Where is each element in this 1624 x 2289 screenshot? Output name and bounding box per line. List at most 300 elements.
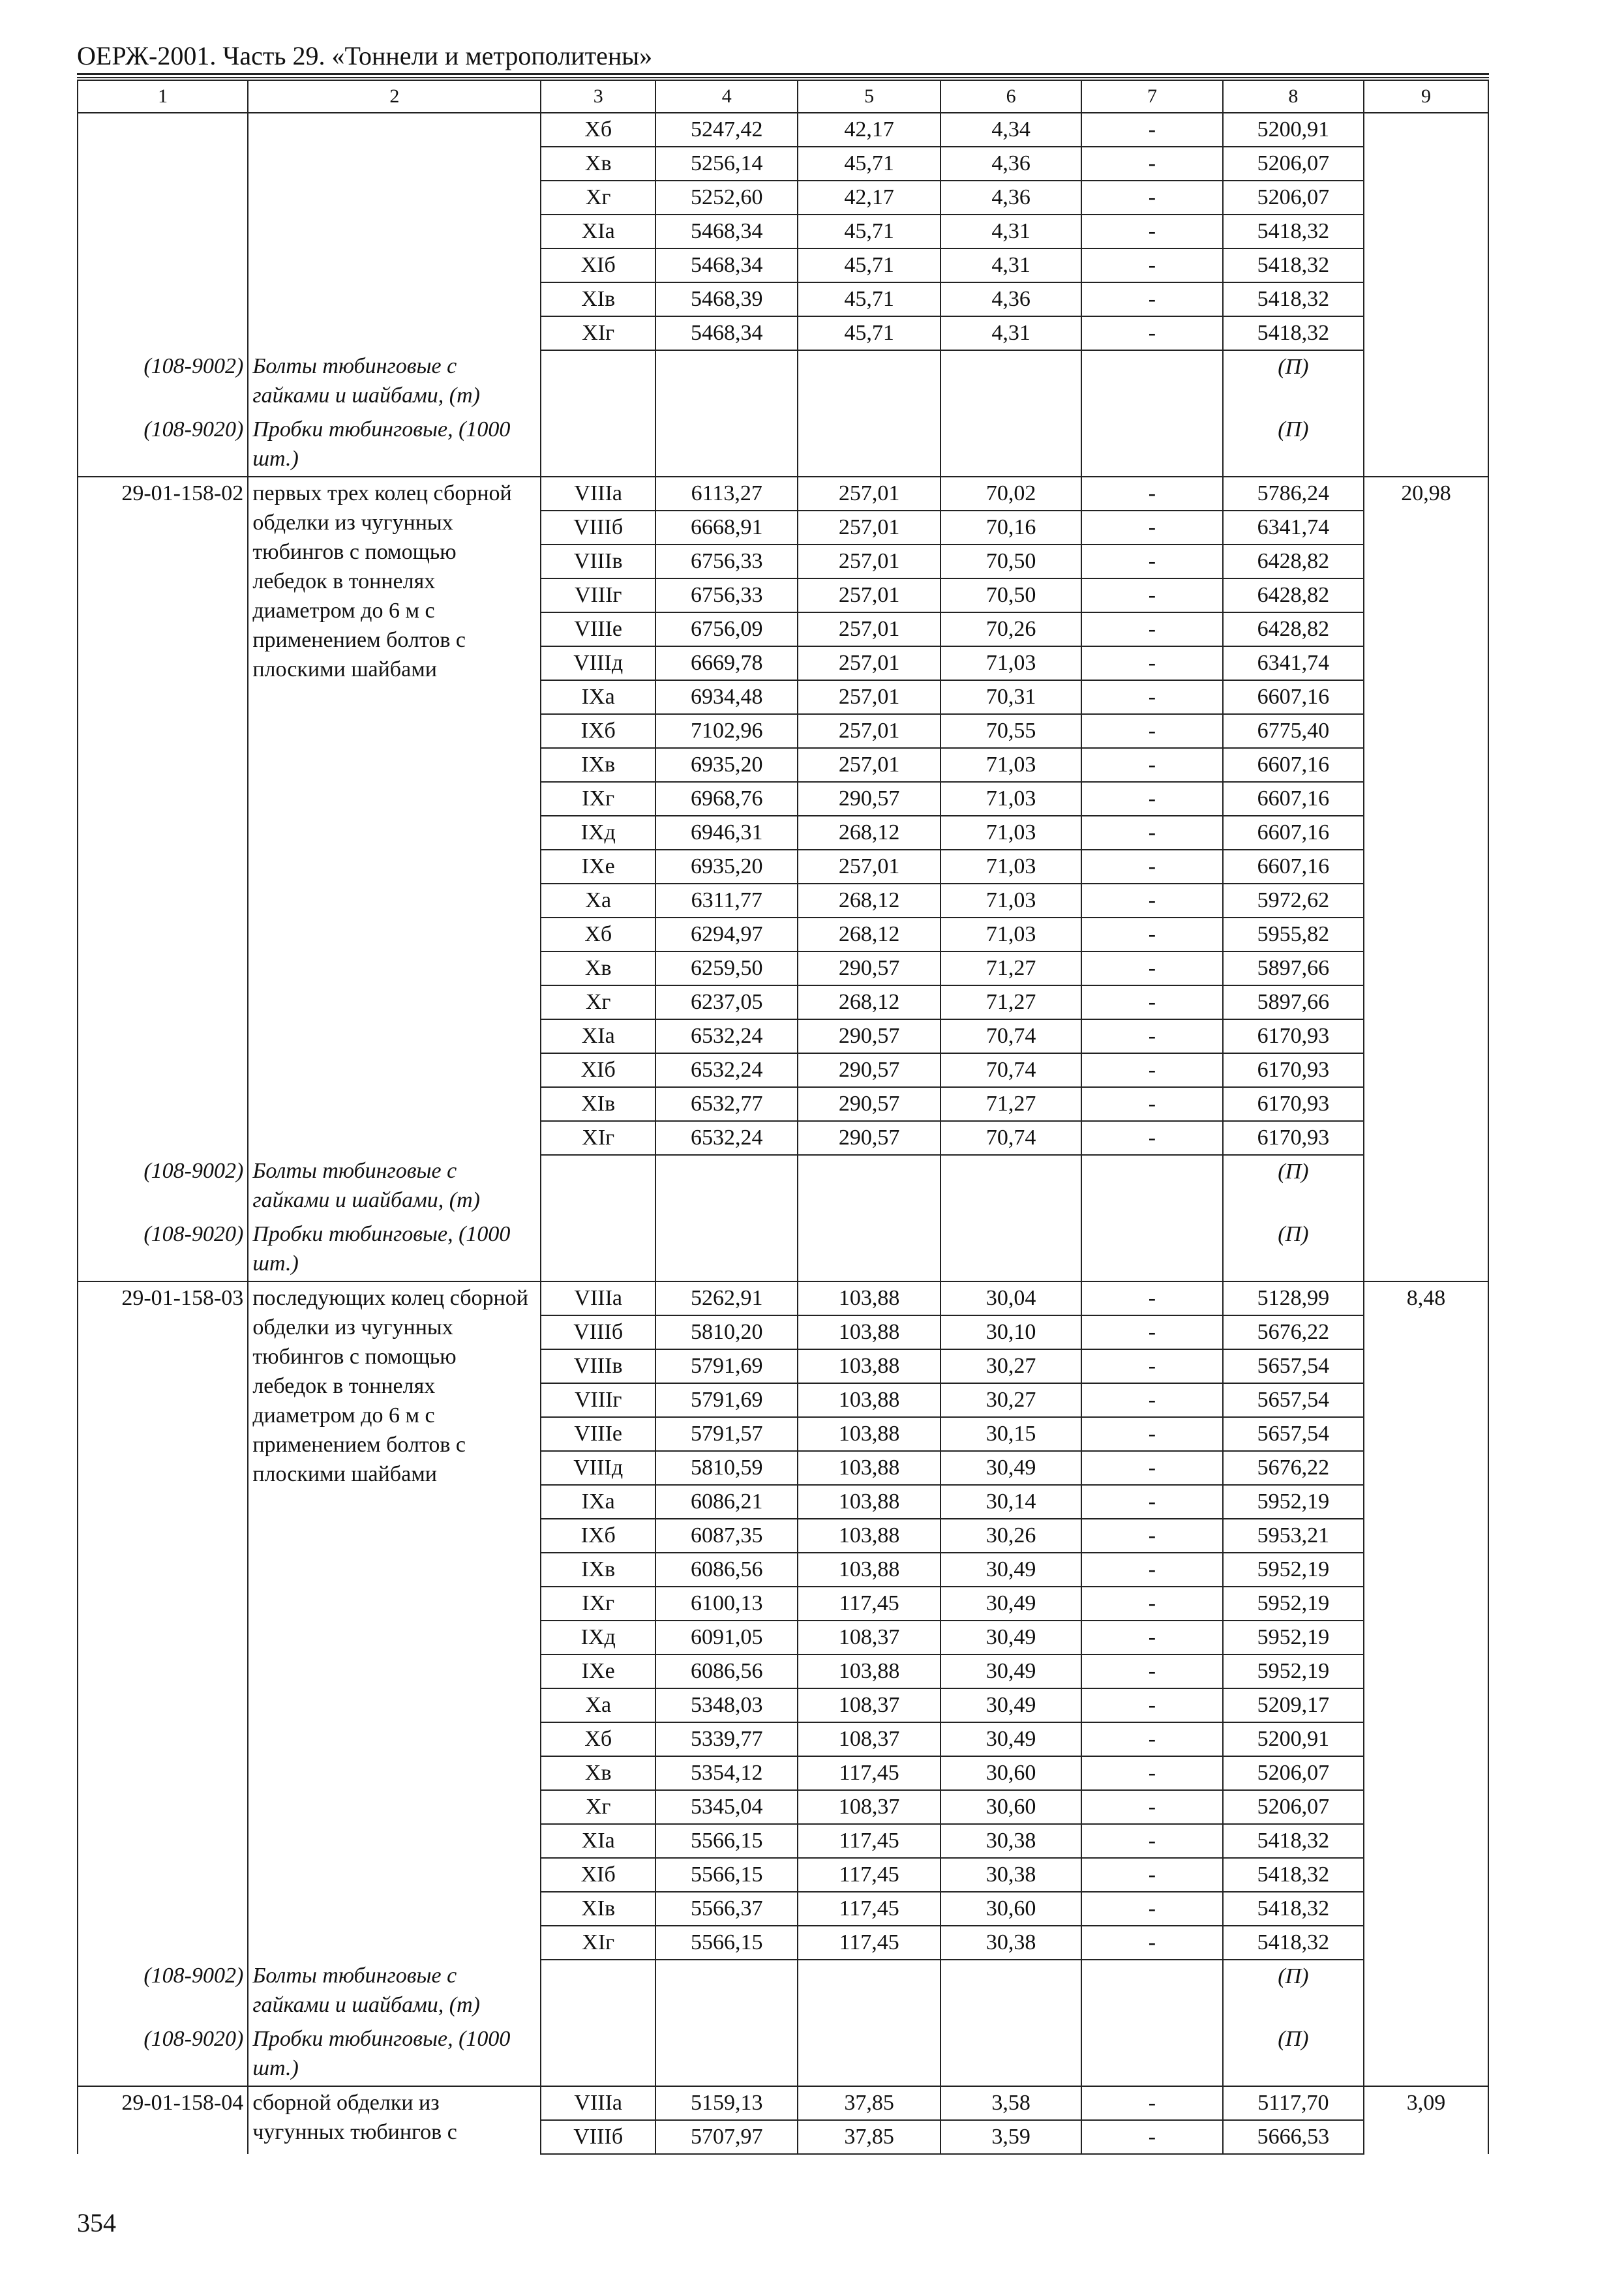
cell: 5159,13: [655, 2086, 798, 2120]
cell: 268,12: [798, 884, 940, 918]
empty-cell: [798, 350, 940, 413]
cell: -: [1081, 113, 1222, 147]
column-header-row: [78, 80, 1488, 113]
cell: 6669,78: [655, 646, 798, 680]
cell: VIIIв: [541, 1349, 655, 1383]
cell: 70,31: [940, 680, 1081, 714]
cell: 30,38: [940, 1858, 1081, 1892]
cell: 6237,05: [655, 985, 798, 1019]
cell: 108,37: [798, 1722, 940, 1756]
cell: 257,01: [798, 578, 940, 612]
cell: -: [1081, 1281, 1222, 1315]
cell: 6086,21: [655, 1485, 798, 1519]
cell: Хв: [541, 147, 655, 181]
cell: 42,17: [798, 181, 940, 215]
cell: 6100,13: [655, 1587, 798, 1621]
empty-cell: [1081, 413, 1222, 477]
cell: -: [1081, 951, 1222, 985]
cell: -: [1081, 646, 1222, 680]
cell: 5566,15: [655, 1824, 798, 1858]
cell: 5666,53: [1223, 2120, 1364, 2154]
cell: 5657,54: [1223, 1383, 1364, 1417]
cell: Хг: [541, 985, 655, 1019]
cell: ХIг: [541, 1926, 655, 1960]
cell: 70,50: [940, 578, 1081, 612]
cell: 30,49: [940, 1621, 1081, 1654]
cell: 71,27: [940, 951, 1081, 985]
cell: -: [1081, 1756, 1222, 1790]
cell: 290,57: [798, 1019, 940, 1053]
cell: ХIб: [541, 1053, 655, 1087]
cell: 45,71: [798, 215, 940, 248]
cell: 6091,05: [655, 1621, 798, 1654]
col9-value: 3,09: [1364, 2086, 1488, 2154]
cell: 5418,32: [1223, 1926, 1364, 1960]
cell: 70,50: [940, 545, 1081, 578]
cell: 5468,34: [655, 215, 798, 248]
rate-description: первых трех колец сборной обделки из чугунных тюбингов с помощью лебедок в тоннелях диаметром до 6 м с применением болтов с плоскими шайбами: [248, 477, 541, 1155]
cell: 3,59: [940, 2120, 1081, 2154]
resource-unit: (П): [1223, 1218, 1364, 1281]
cell: 257,01: [798, 680, 940, 714]
resource-row: [78, 413, 1488, 477]
cell: 5128,99: [1223, 1281, 1364, 1315]
empty-cell: [798, 2023, 940, 2086]
col9-value: 20,98: [1364, 477, 1488, 1281]
cell: 103,88: [798, 1315, 940, 1349]
cell: -: [1081, 1621, 1222, 1654]
cell: 5810,20: [655, 1315, 798, 1349]
cell: 103,88: [798, 1654, 940, 1688]
cell: ХIб: [541, 248, 655, 282]
cell: 70,16: [940, 511, 1081, 545]
cell: 30,38: [940, 1926, 1081, 1960]
cell: Хб: [541, 1722, 655, 1756]
cell: 6968,76: [655, 782, 798, 816]
cell: VIIIа: [541, 1281, 655, 1315]
cell: 268,12: [798, 985, 940, 1019]
cell: 30,49: [940, 1688, 1081, 1722]
empty-cell: [541, 1218, 655, 1281]
cell: 103,88: [798, 1553, 940, 1587]
cell: 6756,33: [655, 578, 798, 612]
cell: -: [1081, 850, 1222, 884]
cell: 6607,16: [1223, 680, 1364, 714]
cell: 71,03: [940, 748, 1081, 782]
column-header: 4: [655, 80, 798, 113]
cell: 6113,27: [655, 477, 798, 511]
col9-value: [1364, 113, 1488, 477]
cell: 5786,24: [1223, 477, 1364, 511]
cell: -: [1081, 1349, 1222, 1383]
cell: 30,49: [940, 1722, 1081, 1756]
cell: 103,88: [798, 1281, 940, 1315]
cell: 5952,19: [1223, 1587, 1364, 1621]
cell: -: [1081, 1722, 1222, 1756]
cell: IХд: [541, 816, 655, 850]
empty-cell: [798, 413, 940, 477]
cell: ХIа: [541, 1824, 655, 1858]
cell: -: [1081, 477, 1222, 511]
cell: 5676,22: [1223, 1451, 1364, 1485]
resource-name: Пробки тюбинговые, (1000 шт.): [248, 413, 541, 477]
empty-cell: [1081, 350, 1222, 413]
cell: 5952,19: [1223, 1654, 1364, 1688]
table-row: [78, 2086, 1488, 2120]
resource-row: [78, 1218, 1488, 1281]
cell: 108,37: [798, 1621, 940, 1654]
empty-cell: [798, 1155, 940, 1218]
cell: 5707,97: [655, 2120, 798, 2154]
cell: Ха: [541, 1688, 655, 1722]
cell: 6311,77: [655, 884, 798, 918]
cell: -: [1081, 1053, 1222, 1087]
resource-row: [78, 1155, 1488, 1218]
resource-code: (108-9002): [78, 1960, 248, 2023]
cell: 103,88: [798, 1451, 940, 1485]
cell: 30,49: [940, 1587, 1081, 1621]
col9-value: 8,48: [1364, 1281, 1488, 2086]
cell: 4,36: [940, 282, 1081, 316]
cell: 5418,32: [1223, 282, 1364, 316]
cell: 5256,14: [655, 147, 798, 181]
cell: VIIIг: [541, 1383, 655, 1417]
cell: 4,31: [940, 215, 1081, 248]
cell: VIIIб: [541, 511, 655, 545]
cell: 45,71: [798, 316, 940, 350]
cell: 268,12: [798, 918, 940, 951]
cell: 5418,32: [1223, 1858, 1364, 1892]
cell: 4,31: [940, 248, 1081, 282]
cell: 5791,57: [655, 1417, 798, 1451]
cell: 5791,69: [655, 1383, 798, 1417]
rate-code: [78, 113, 248, 350]
cell: ХIа: [541, 1019, 655, 1053]
cell: IХб: [541, 1519, 655, 1553]
column-header: 1: [78, 80, 248, 113]
cell: 257,01: [798, 850, 940, 884]
column-header: 2: [248, 80, 541, 113]
cell: VIIIд: [541, 646, 655, 680]
cell: 257,01: [798, 714, 940, 748]
cell: ХIг: [541, 316, 655, 350]
cell: 290,57: [798, 1121, 940, 1155]
cell: 6086,56: [655, 1654, 798, 1688]
cell: 5972,62: [1223, 884, 1364, 918]
cell: 70,74: [940, 1019, 1081, 1053]
cell: 6935,20: [655, 748, 798, 782]
resource-code: (108-9020): [78, 1218, 248, 1281]
cell: 103,88: [798, 1349, 940, 1383]
cell: 117,45: [798, 1858, 940, 1892]
cell: 108,37: [798, 1688, 940, 1722]
resource-code: (108-9002): [78, 350, 248, 413]
cell: 5206,07: [1223, 1756, 1364, 1790]
cell: 5468,34: [655, 316, 798, 350]
cell: 117,45: [798, 1756, 940, 1790]
cell: 37,85: [798, 2120, 940, 2154]
column-header: 8: [1223, 80, 1364, 113]
cell: -: [1081, 1383, 1222, 1417]
cell: ХIв: [541, 1087, 655, 1121]
cell: 6935,20: [655, 850, 798, 884]
cell: 117,45: [798, 1587, 940, 1621]
cell: IХд: [541, 1621, 655, 1654]
resource-row: [78, 1960, 1488, 2023]
cell: 6170,93: [1223, 1019, 1364, 1053]
cell: 5345,04: [655, 1790, 798, 1824]
cell: 117,45: [798, 1926, 940, 1960]
cell: 7102,96: [655, 714, 798, 748]
cell: 70,74: [940, 1121, 1081, 1155]
cell: 5339,77: [655, 1722, 798, 1756]
cell: -: [1081, 545, 1222, 578]
cell: 71,03: [940, 918, 1081, 951]
cell: IХв: [541, 1553, 655, 1587]
cell: 5354,12: [655, 1756, 798, 1790]
empty-cell: [541, 1960, 655, 2023]
cell: -: [1081, 612, 1222, 646]
cell: 5676,22: [1223, 1315, 1364, 1349]
cell: 290,57: [798, 951, 940, 985]
cell: 30,04: [940, 1281, 1081, 1315]
cell: 71,03: [940, 850, 1081, 884]
cell: VIIIв: [541, 545, 655, 578]
cell: 5468,39: [655, 282, 798, 316]
cell: -: [1081, 316, 1222, 350]
cell: 4,36: [940, 147, 1081, 181]
cell: 117,45: [798, 1824, 940, 1858]
cell: 30,49: [940, 1654, 1081, 1688]
cell: 30,60: [940, 1756, 1081, 1790]
cell: 257,01: [798, 545, 940, 578]
cell: 5566,15: [655, 1858, 798, 1892]
cell: 257,01: [798, 477, 940, 511]
cell: 5955,82: [1223, 918, 1364, 951]
cell: 30,60: [940, 1790, 1081, 1824]
cell: 71,03: [940, 782, 1081, 816]
cell: 5418,32: [1223, 1824, 1364, 1858]
cell: 290,57: [798, 1053, 940, 1087]
empty-cell: [940, 413, 1081, 477]
cell: 30,60: [940, 1892, 1081, 1926]
cell: 5206,07: [1223, 147, 1364, 181]
cell: 30,14: [940, 1485, 1081, 1519]
cell: 6294,97: [655, 918, 798, 951]
cell: 5117,70: [1223, 2086, 1364, 2120]
cell: VIIIа: [541, 477, 655, 511]
cell: IХа: [541, 680, 655, 714]
empty-cell: [1081, 2023, 1222, 2086]
cell: -: [1081, 1654, 1222, 1688]
cell: -: [1081, 748, 1222, 782]
cell: 6756,33: [655, 545, 798, 578]
cell: -: [1081, 1121, 1222, 1155]
cell: 5952,19: [1223, 1553, 1364, 1587]
cell: Хб: [541, 918, 655, 951]
cell: -: [1081, 1824, 1222, 1858]
cell: 42,17: [798, 113, 940, 147]
cell: ХIг: [541, 1121, 655, 1155]
cell: 5200,91: [1223, 113, 1364, 147]
cell: -: [1081, 1926, 1222, 1960]
cell: 6170,93: [1223, 1053, 1364, 1087]
cell: 5418,32: [1223, 1892, 1364, 1926]
resource-unit: (П): [1223, 1155, 1364, 1218]
cell: -: [1081, 1790, 1222, 1824]
cell: 6668,91: [655, 511, 798, 545]
cell: 103,88: [798, 1417, 940, 1451]
cell: ХIа: [541, 215, 655, 248]
cell: 103,88: [798, 1383, 940, 1417]
cell: 5566,37: [655, 1892, 798, 1926]
cell: -: [1081, 714, 1222, 748]
cell: 5897,66: [1223, 951, 1364, 985]
resource-row: [78, 350, 1488, 413]
cell: 70,55: [940, 714, 1081, 748]
cell: VIIIб: [541, 1315, 655, 1349]
cell: 30,15: [940, 1417, 1081, 1451]
cell: -: [1081, 282, 1222, 316]
cell: 5209,17: [1223, 1688, 1364, 1722]
cell: -: [1081, 1417, 1222, 1451]
cell: 30,27: [940, 1383, 1081, 1417]
cell: -: [1081, 1892, 1222, 1926]
rate-description: последующих колец сборной обделки из чугунных тюбингов с помощью лебедок в тоннелях диаметром до 6 м с применением болтов с плоскими шайбами: [248, 1281, 541, 1960]
cell: IХб: [541, 714, 655, 748]
cell: Хв: [541, 1756, 655, 1790]
empty-cell: [940, 2023, 1081, 2086]
cell: IХе: [541, 850, 655, 884]
cell: 30,49: [940, 1451, 1081, 1485]
cell: 5952,19: [1223, 1485, 1364, 1519]
cell: 5348,03: [655, 1688, 798, 1722]
cell: 6532,24: [655, 1019, 798, 1053]
cell: 6934,48: [655, 680, 798, 714]
resource-row: [78, 2023, 1488, 2086]
cell: 71,27: [940, 1087, 1081, 1121]
cell: -: [1081, 1087, 1222, 1121]
cell: -: [1081, 1858, 1222, 1892]
cell: -: [1081, 1688, 1222, 1722]
column-header: 5: [798, 80, 940, 113]
cell: 6170,93: [1223, 1087, 1364, 1121]
cell: 5247,42: [655, 113, 798, 147]
cell: -: [1081, 816, 1222, 850]
cell: Ха: [541, 884, 655, 918]
cell: IХг: [541, 1587, 655, 1621]
table-row: [78, 1281, 1488, 1315]
empty-cell: [940, 1155, 1081, 1218]
cell: -: [1081, 1315, 1222, 1349]
empty-cell: [798, 1218, 940, 1281]
rate-description: сборной обделки из чугунных тюбингов с: [248, 2086, 541, 2154]
empty-cell: [655, 2023, 798, 2086]
cell: 6946,31: [655, 816, 798, 850]
cell: -: [1081, 248, 1222, 282]
cell: 5657,54: [1223, 1349, 1364, 1383]
empty-cell: [541, 413, 655, 477]
cell: 6532,24: [655, 1121, 798, 1155]
cell: 45,71: [798, 282, 940, 316]
cell: 71,03: [940, 646, 1081, 680]
cell: 6428,82: [1223, 578, 1364, 612]
cell: Хв: [541, 951, 655, 985]
cell: -: [1081, 1485, 1222, 1519]
cell: 6532,77: [655, 1087, 798, 1121]
cell: 290,57: [798, 1087, 940, 1121]
cell: -: [1081, 782, 1222, 816]
rates-table: [77, 80, 1489, 2155]
cell: -: [1081, 2086, 1222, 2120]
cell: Хг: [541, 1790, 655, 1824]
cell: 5468,34: [655, 248, 798, 282]
cell: IХе: [541, 1654, 655, 1688]
cell: VIIIг: [541, 578, 655, 612]
cell: 5791,69: [655, 1349, 798, 1383]
cell: 6428,82: [1223, 545, 1364, 578]
resource-name: Пробки тюбинговые, (1000 шт.): [248, 1218, 541, 1281]
empty-cell: [1081, 1960, 1222, 2023]
resource-name: Болты тюбинговые с гайками и шайбами, (т): [248, 1960, 541, 2023]
cell: -: [1081, 918, 1222, 951]
empty-cell: [1081, 1218, 1222, 1281]
rate-code: 29-01-158-03: [78, 1281, 248, 1960]
column-header: 3: [541, 80, 655, 113]
cell: Хб: [541, 113, 655, 147]
column-header: 6: [940, 80, 1081, 113]
resource-unit: (П): [1223, 1960, 1364, 2023]
cell: 4,34: [940, 113, 1081, 147]
resource-name: Болты тюбинговые с гайками и шайбами, (т): [248, 1155, 541, 1218]
cell: 30,38: [940, 1824, 1081, 1858]
page-header: ОЕРЖ-2001. Часть 29. «Тоннели и метрополитены»: [77, 41, 653, 70]
empty-cell: [655, 413, 798, 477]
empty-cell: [655, 1155, 798, 1218]
cell: -: [1081, 511, 1222, 545]
header-rule-thin: [77, 77, 1489, 78]
cell: 6756,09: [655, 612, 798, 646]
cell: 70,26: [940, 612, 1081, 646]
cell: -: [1081, 2120, 1222, 2154]
empty-cell: [655, 1218, 798, 1281]
cell: IХв: [541, 748, 655, 782]
cell: ХIв: [541, 282, 655, 316]
cell: VIIIе: [541, 1417, 655, 1451]
cell: 5566,15: [655, 1926, 798, 1960]
column-header: 9: [1364, 80, 1488, 113]
cell: IХг: [541, 782, 655, 816]
cell: 290,57: [798, 782, 940, 816]
empty-cell: [655, 350, 798, 413]
cell: -: [1081, 215, 1222, 248]
table-row: [78, 477, 1488, 511]
empty-cell: [1081, 1155, 1222, 1218]
cell: 5206,07: [1223, 1790, 1364, 1824]
cell: -: [1081, 1519, 1222, 1553]
cell: 71,03: [940, 884, 1081, 918]
cell: 5953,21: [1223, 1519, 1364, 1553]
resource-code: (108-9020): [78, 413, 248, 477]
cell: 5418,32: [1223, 215, 1364, 248]
cell: 6607,16: [1223, 782, 1364, 816]
cell: 117,45: [798, 1892, 940, 1926]
cell: VIIIа: [541, 2086, 655, 2120]
cell: 5206,07: [1223, 181, 1364, 215]
cell: 5952,19: [1223, 1621, 1364, 1654]
cell: 37,85: [798, 2086, 940, 2120]
rate-description: [248, 113, 541, 350]
